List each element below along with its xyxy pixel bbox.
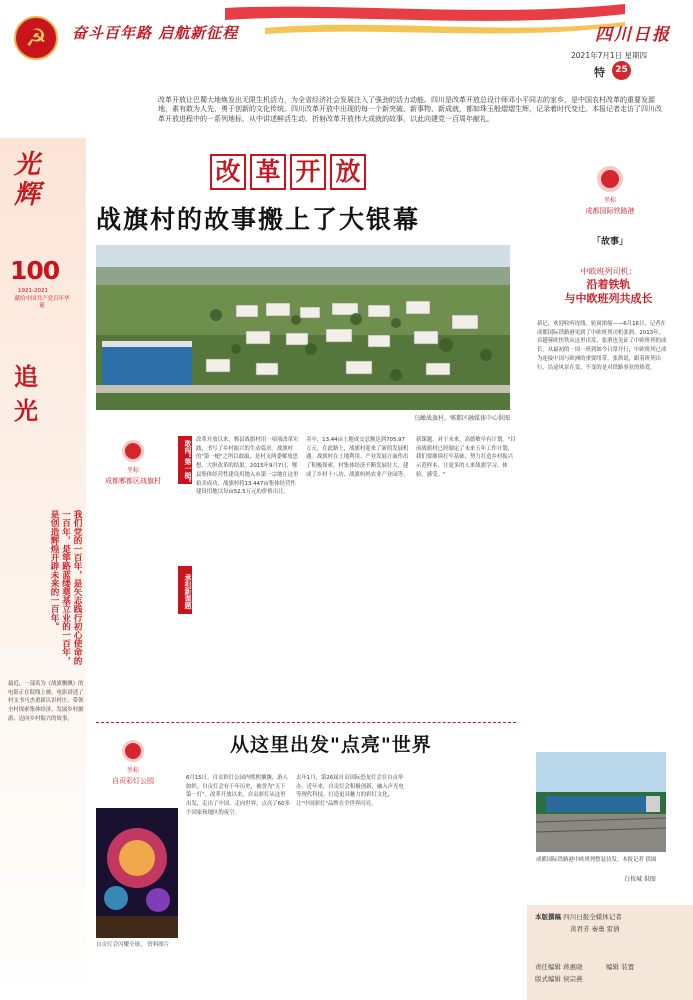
page-number: 25 — [612, 61, 631, 80]
lantern-festival-photo — [96, 808, 178, 938]
map-pin-icon — [122, 740, 144, 762]
location-label: 坐标 — [126, 767, 139, 774]
location-name: 自贡彩灯公园 — [112, 777, 154, 785]
story-label: 「故事」 — [592, 237, 629, 247]
story2-body-col1: 6月15日，自贡彩灯公园内熙熙攘攘，游人如织。自贡灯会有千年历史，被誉为"天下第一灯"。改革开放以来，自贡彩灯从这里出发，走出了中国、走向世界，点亮了60多个国家和地区的夜空。 — [186, 775, 290, 816]
right-headline-line2: 与中欧班列共成长 — [564, 292, 653, 305]
side-tag-new-task: 承担新课题 — [178, 566, 192, 614]
side-tag-first-hammer: 敢闯"第一槌" — [178, 436, 192, 484]
credit-heading — [535, 912, 685, 921]
kicker-char: 改 — [210, 154, 246, 190]
location-tag-railport — [560, 166, 660, 216]
right-subhead: 中欧班列司机： — [580, 267, 637, 276]
credit-names-1: 四川日报全媒体记者 — [563, 913, 622, 921]
kicker-reform-opening — [210, 154, 410, 194]
guanghui-title: 光辉 — [14, 150, 41, 210]
photo-caption: 自贡灯会闪耀全球。 资料图片 — [96, 942, 170, 948]
aerial-village-photo — [96, 245, 510, 410]
centenary-years: 1921-2021 — [18, 288, 48, 294]
kicker-char: 革 — [250, 154, 286, 190]
story2-body-col2: 去年1月，第26届自贡国际恐龙灯会在自贡举办。近年来，自贡灯会积极创新，融入声光电等现代科技，打造更具魅力的彩灯文化，让"中国彩灯"品牌在全世界闪亮。 — [296, 775, 404, 808]
centenary-dedication: 献给中国共产党百年华诞 — [14, 296, 70, 309]
photo-caption: 乌瞰战旗村。郫都区融媒体中心供图 — [413, 415, 510, 422]
hammer-sickle-icon: ☭ — [14, 16, 58, 60]
intro-paragraph: 改革开放让巴蜀大地焕发出无限生机活力，为全省经济社会发展注入了强劲的活力动能。四川是改革开放总设计师邓小平同志的家乡，是中国农村改革的重要发源地，素有敢为人先、勇于创新的文化传统。四川改革开放中出现的每一个新突破、新事物、新成就，都如珠玉般熠熠生辉，记录着时代变迁。本报记者走访了四川改革开放进程中的一系列地标，从中讲述鲜活生动、折射改革开放伟大成就的故事，以此向建党一百周年献礼。 — [158, 96, 662, 123]
kicker-char: 开 — [290, 154, 326, 190]
credit-editor: 版式编辑 侯宗燕 — [535, 975, 583, 983]
credit-editor: 编辑 装置 — [606, 963, 635, 971]
vertical-quote: 我们党的一百年，是矢志践行初心使命的一百年，是筚路蓝缕奠基立业的一百年，是创造辉煌开辟未来的一百年。 — [49, 510, 82, 665]
location-label: 坐标 — [603, 197, 616, 204]
location-tag-zigong — [98, 740, 168, 786]
map-pin-icon — [597, 166, 623, 192]
story-body-col3: 新课题。对于未来，高德敏早有计划。"目前战旗村已经制定了未来五年工作计划，我们要继续打牢基础，努力打造乡村振兴示范样本，让更多的人来战旗学习、体验、感受。" — [416, 437, 516, 478]
subheadline: 从这里出发"点亮"世界 — [230, 734, 432, 756]
section-label: 特 — [594, 66, 605, 79]
main-headline: 战旗村的故事搬上了大银幕 — [96, 205, 421, 234]
section-divider — [96, 722, 516, 723]
red-swoosh-decoration — [225, 0, 625, 70]
issue-date: 2021年7月1日 星期四 — [571, 51, 648, 60]
location-tag-zhanqi — [98, 440, 168, 486]
right-body-text: 新记，欢迎收听连线。轮岗浓缩——6月16日，记者在成都国际铁路港见到了中欧班列司机张泗。2013年，首趟蓉欧快铁从这里出发，张泗也见证了中欧班列的成长。从最初的一周一班到如今日常开行，中欧班列已成为连接中国与欧洲的重要纽带。张泗说，跟着班列出行，沿途风景在变，不变的是对铁路事业的热爱。 — [537, 321, 667, 371]
map-pin-icon — [122, 440, 144, 462]
masthead-slogan: 奋斗百年路 启航新征程 — [72, 24, 239, 42]
credit-heading-label: 本版撰稿 — [535, 913, 561, 921]
centenary-number: 100 — [10, 256, 60, 285]
newspaper-name: 四川日报 — [595, 25, 671, 45]
location-name: 成都国际铁路港 — [585, 207, 635, 215]
train-photo — [536, 752, 666, 852]
kicker-char: 放 — [330, 154, 366, 190]
right-headline-line1: 沿着铁轨 — [586, 278, 631, 291]
masthead — [0, 0, 693, 92]
photo-author: 白枝城 供图 — [624, 876, 656, 883]
location-label: 坐标 — [126, 467, 139, 474]
credit-names: 黄君芳 秦勇 雷倩 — [570, 925, 620, 933]
credit-editor: 责任编辑 蒋惠晓 — [535, 963, 583, 971]
story-body-col1: 改革开放以来，郫县战旗村用一项项改革实践，书写了乡村振兴的生动篇章。战旗村的"第一槌"之所以敢敲，是村支两委解放思想、大胆改革的结果。2015年9月7日，郫县集体经营性建设用地入市第一宗地在这里拍卖成功，战旗村将13.447亩集体经营性建设用地以每亩52.5万元的价格出让。 — [196, 437, 299, 496]
left-body-text: 最近，一部名为《战旗飘飘》的电影正在院线上映。电影讲述了村支书马杰重新认识村庄、带领全村探索集体经济、发展乡村旅游、迈向乡村振兴的故事。 — [8, 681, 84, 722]
right-headline — [546, 278, 671, 306]
story-body-col2: 卖中，13.44亩土地成交总额达到705.97万元。在此路上，战旗村迎来了新的发展机遇。战旗村在土地利用、产业发展方面作出了积极探索，村集体经济不断发展壮大，建成了乡村十八坊、战旗妈妈农业产业园等。 — [306, 437, 409, 478]
photo-caption: 成都国际铁路港中欧班列整装待发。本报记者 供图 — [536, 857, 657, 863]
location-name: 成都郫都区战旗村 — [105, 477, 161, 485]
zhuiguang-title: 追光 — [14, 362, 38, 425]
